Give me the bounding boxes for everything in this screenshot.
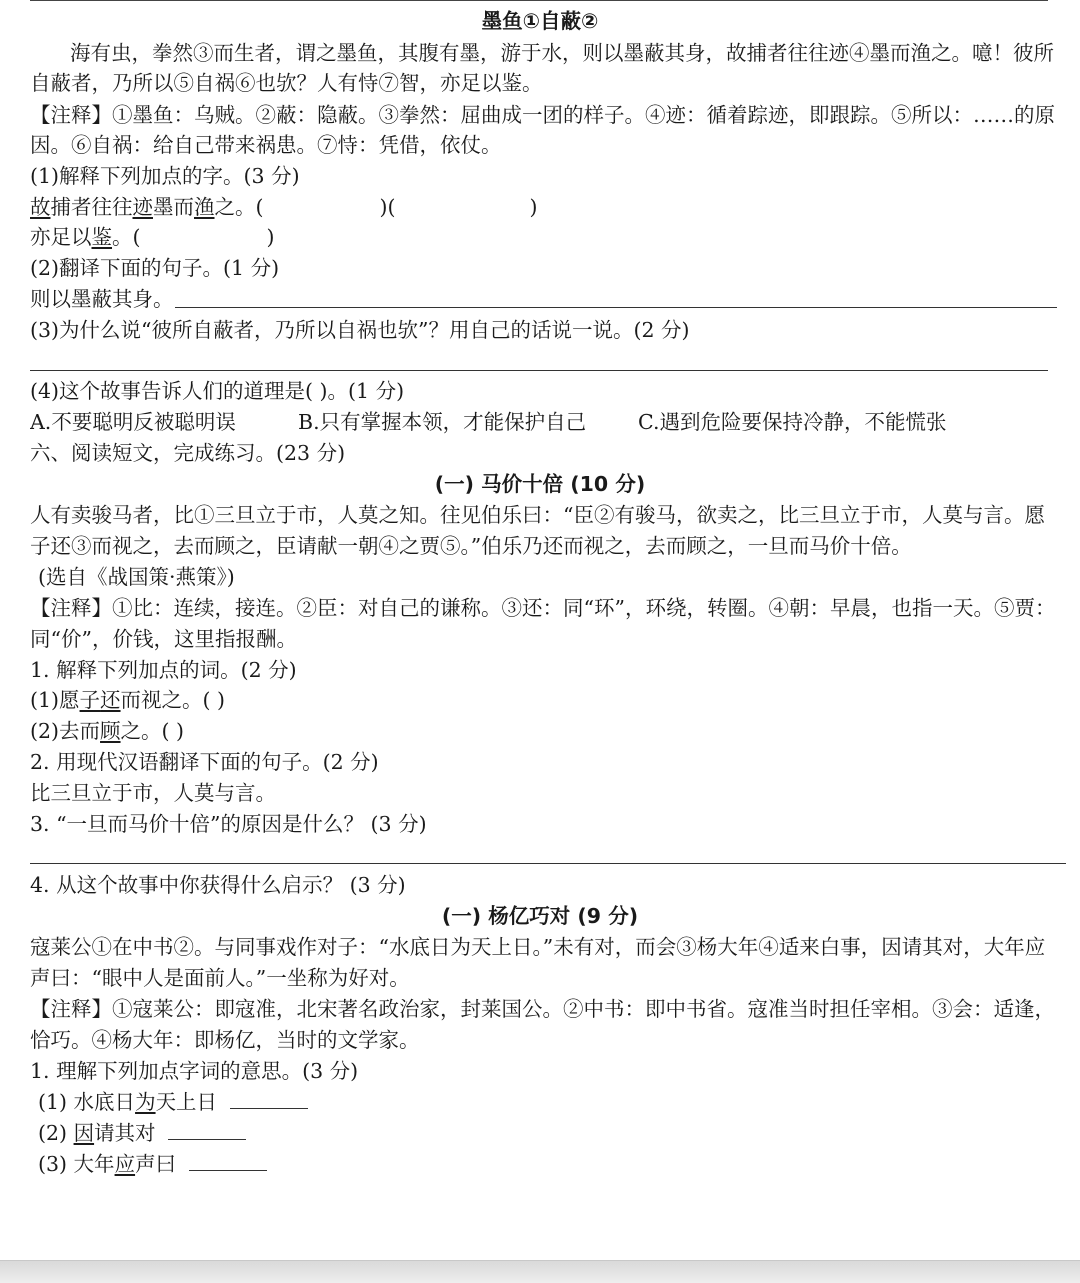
question-item: (1)愿子还而视之。( ) xyxy=(30,688,226,712)
top-border xyxy=(30,0,1048,1)
answer-blank[interactable] xyxy=(168,1121,246,1140)
passage-title-majia: (一) 马价十倍 (10 分) xyxy=(434,472,646,496)
passage-text-line: 海有虫，拳然③而生者，谓之墨鱼，其腹有墨，游于水，则以墨蔽其身，故捕者往往迹④墨而渔之。噫！彼所 xyxy=(70,41,1054,65)
annotation-line: 恰巧。④杨大年：即杨亿，当时的文学家。 xyxy=(30,1028,420,1052)
dotted-char: 故 xyxy=(30,195,51,219)
option-b[interactable]: B.只有掌握本领，才能保护自己 xyxy=(298,410,587,434)
question-item: (3) 大年应声曰 xyxy=(30,1149,1074,1179)
answer-line[interactable] xyxy=(175,307,1057,308)
question-heading: (1)解释下列加点的字。(3 分) xyxy=(30,164,300,188)
passage-text-line: 子还③而视之，去而顾之，臣请献一朝④之贾⑤。”伯乐乃还而视之，去而顾之，一旦而马价十倍。 xyxy=(30,534,912,558)
question-heading: 4. 从这个故事中你获得什么启示？ (3 分) xyxy=(30,873,406,897)
option-c[interactable]: C.遇到危险要保持冷静，不能慌张 xyxy=(638,410,947,434)
dotted-char: 应 xyxy=(114,1152,136,1176)
dotted-char: 子 xyxy=(79,688,101,712)
question-item: (2) 因请其对 xyxy=(30,1118,1074,1148)
question-heading: 1. 解释下列加点的词。(2 分) xyxy=(30,658,297,682)
question-heading: (3)为什么说“彼所自蔽者，乃所以自祸也欤”？用自己的话说一说。(2 分) xyxy=(30,318,690,342)
answer-line[interactable] xyxy=(30,863,1066,864)
section-heading: 六、阅读短文，完成练习。(23 分) xyxy=(30,441,346,465)
question-item: (2)去而顾之。( ) xyxy=(30,719,185,743)
passage-title-yangyi: (一) 杨亿巧对 (9 分) xyxy=(441,904,639,928)
question-item: (1) 水底日为天上日 xyxy=(30,1087,1074,1117)
question-heading: (2)翻译下面的句子。(1 分) xyxy=(30,256,280,280)
question-item: 比三旦立于市，人莫与言。 xyxy=(30,781,276,805)
passage-text-line: 寇莱公①在中书②。与同事戏作对子：“水底日为天上日。”未有对，而会③杨大年④适来白事，因请其对，大年应 xyxy=(30,935,1046,959)
source-note: (选自《战国策·燕策》) xyxy=(38,565,235,589)
annotation-line: 同“价”，价钱，这里指报酬。 xyxy=(30,627,297,651)
option-a[interactable]: A.不要聪明反被聪明误 xyxy=(30,410,236,434)
annotation-line: 【注释】①比：连续，接连。②臣：对自己的谦称。③还：同“环”，环绕，转圈。④朝：早晨，也指一天。⑤贾： xyxy=(30,596,1056,620)
viewer-bottom-bar xyxy=(0,1260,1080,1283)
passage-text-line: 声曰：“眼中人是面前人。”一坐称为好对。 xyxy=(30,966,410,990)
question-heading: 2. 用现代汉语翻译下面的句子。(2 分) xyxy=(30,750,379,774)
question-heading: 1. 理解下列加点字词的意思。(3 分) xyxy=(30,1059,359,1083)
dotted-char: 鉴 xyxy=(91,225,112,249)
question-item: 故捕者往往迹墨而渔之。( )( ) xyxy=(30,195,538,219)
question-heading: (4)这个故事告诉人们的道理是( )。(1 分) xyxy=(30,379,405,403)
choice-options xyxy=(30,407,1066,437)
passage-title-moyu: 墨鱼①自蔽② xyxy=(481,9,599,33)
dotted-char: 还 xyxy=(100,688,121,712)
passage-text-line: 人有卖骏马者，比①三旦立于市，人莫之知。往见伯乐曰：“臣②有骏马，欲卖之，比三旦立于市，人莫与言。愿 xyxy=(30,503,1045,527)
dotted-char: 顾 xyxy=(100,719,121,743)
annotation-line: 【注释】①墨鱼：乌贼。②蔽：隐蔽。③拳然：屈曲成一团的样子。④迹：循着踪迹，即跟踪。⑤所以：……的原 xyxy=(30,103,1055,127)
question-heading: 3. “一旦而马价十倍”的原因是什么？ (3 分) xyxy=(30,812,427,836)
question-item: 则以墨蔽其身。 xyxy=(30,287,174,311)
annotation-line: 因。⑥自祸：给自己带来祸患。⑦恃：凭借，依仗。 xyxy=(30,133,502,157)
dotted-char: 迹 xyxy=(132,195,153,219)
answer-blank[interactable] xyxy=(189,1152,267,1171)
dotted-char: 为 xyxy=(135,1090,156,1114)
annotation-line: 【注释】①寇莱公：即寇准，北宋著名政治家，封莱国公。②中书：即中书省。寇准当时担任宰相。③会：适逢， xyxy=(30,997,1055,1021)
passage-text-line: 自蔽者，乃所以⑤自祸⑥也欤？人有恃⑦智，亦足以鉴。 xyxy=(30,71,543,95)
dotted-char: 渔 xyxy=(194,195,215,219)
question-item: 亦足以鉴。( ) xyxy=(30,225,275,249)
dotted-char: 因 xyxy=(73,1121,95,1145)
answer-blank[interactable] xyxy=(230,1090,308,1109)
answer-line[interactable] xyxy=(30,370,1048,371)
